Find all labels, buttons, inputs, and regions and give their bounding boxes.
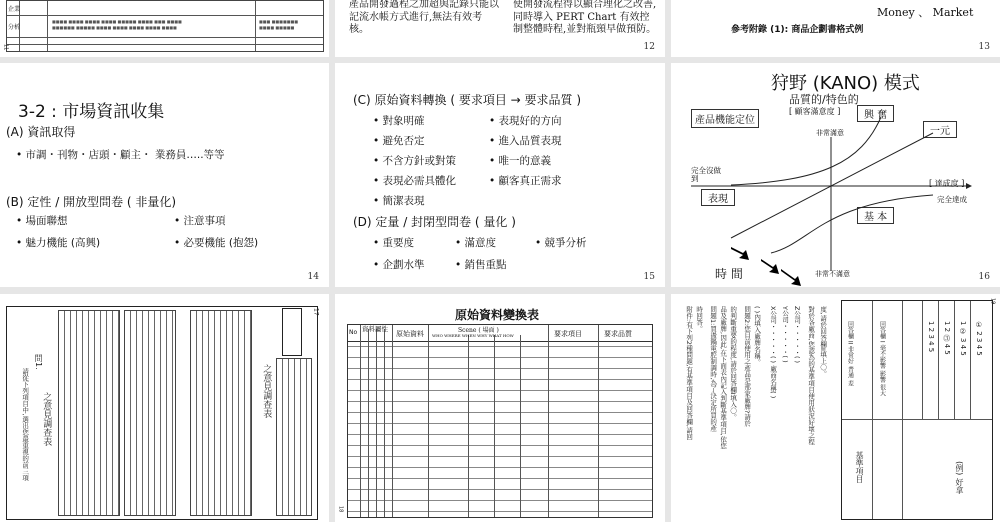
section-a-heading: (A) 資訊取得 [6, 125, 76, 139]
arrow-icon [731, 247, 749, 260]
q-line: 品及廠牌,因此,在下面表內記入判斷基準項目,依您 [719, 306, 728, 449]
slide-12[interactable] [335, 0, 665, 57]
page-number: 17 [312, 308, 320, 316]
table-title: 原始資料變換表 [455, 308, 540, 322]
one-dimensional-box: 一元 [923, 121, 957, 138]
answer-grid-1 [58, 310, 120, 516]
attractive-box: 興 奮 [857, 105, 894, 122]
left-text: 產品開發過程之加超與記錄只能以記流水帳方式進行,無法有效考核。 [349, 0, 499, 35]
section-c-heading: (C) 原始資料轉換 ( 要求項目 → 要求品質 ) [353, 93, 582, 107]
q-line: Y公司・・・・・( ) [781, 306, 790, 363]
list-item: • 企劃水準 [373, 259, 425, 271]
col-attr: 資料屬性 [362, 325, 388, 333]
page-number: 18 [337, 506, 344, 513]
form-title: 之意見調查表 [41, 392, 52, 446]
page-number: 13 [978, 42, 990, 52]
col-quality: 要求品質 [604, 330, 632, 338]
list-item: • 避免否定 [373, 135, 425, 147]
kano-curves [671, 63, 1000, 287]
slide-title: 3-2 : 市場資訊收集 [18, 102, 165, 122]
list-item: • 簡潔表現 [373, 195, 425, 207]
slide-16[interactable] [671, 63, 1000, 287]
page-number: 14 [307, 272, 319, 282]
right-text: 使開發流程得以顯合理化之改善,同時導入 PERT Chart 有效控制整體時程,並對瓶頸早做預防。 [513, 0, 657, 35]
page-number: 12 [643, 42, 655, 52]
arrow-icon [781, 269, 801, 286]
q-line: ( )內填入廠牌名稱。 [753, 306, 762, 366]
conversion-table [347, 324, 653, 518]
very-satisfied-label: 非常滿意 [816, 129, 844, 137]
q-line: 的判斷重要的程度,請於回答欄I填入〇。 [729, 306, 738, 421]
q-line: 度,請於回答欄II填上〇。 [819, 306, 828, 377]
list-item: • 注意事項 [174, 215, 226, 227]
list-item: • 必要機能 (抱怨) [174, 237, 259, 249]
very-unsatisfied-label: 非常不滿意 [815, 270, 850, 278]
answer-grid-3 [190, 310, 252, 516]
q-line: X公司・・・・・( ) 廠商名稱( ) [769, 306, 778, 399]
page-number: 15 [643, 272, 655, 282]
criteria-header: 基準項目 [855, 451, 864, 483]
slide-11[interactable] [0, 0, 329, 57]
q-line: 對於各廠商,您認為的基準項目使用狀況好壞之程 [807, 306, 816, 445]
arrow-icon [761, 259, 779, 274]
form-title-2: 之意見調查表 [261, 364, 272, 418]
incomplete-label: 完全沒做到 [691, 166, 721, 184]
slide-18[interactable] [335, 294, 665, 522]
q-line: 附件:有下列2種問題,有基準項目及回答欄,請回 [685, 306, 694, 440]
page-number: 19 [989, 298, 996, 305]
section-d-heading: (D) 定量 / 封閉型問卷 ( 量化 ) [353, 215, 516, 229]
answer-grid-4 [276, 358, 312, 516]
col-no: No [349, 329, 358, 336]
page-number: 11 [2, 44, 9, 51]
example-item: (例) 好拿 [955, 461, 964, 494]
col-scene: Scene ( 場面 ) [458, 327, 499, 334]
answer-grid-2 [124, 310, 176, 516]
product-position-box: 產品機能定位 [691, 109, 759, 128]
basic-box: 基 本 [857, 207, 894, 224]
form-box [282, 308, 302, 356]
q-label: 問1. [34, 354, 43, 370]
list-item: • 重要度 [373, 237, 415, 249]
list-item: • 不含方針或對策 [373, 155, 457, 167]
subtitle: 品質的/特色的 [789, 93, 859, 106]
list-item: • 市調・刊物・店頭・顧主・ 業務員…..等等 [16, 149, 225, 161]
q-line: 問題1:買盪鍋電腔制調時,為了決定所買的產 [709, 306, 718, 432]
basic-curve [771, 195, 933, 253]
col-item: 要求項目 [554, 330, 582, 338]
rating-table: 回答欄 II 非常好 普通 差 回答欄 I 毫不影響 影響 很大 基準項目 (例) 好拿 1 2 3 4 5 1 2 ⓷ 4 5 1 ② 3 4 5 ① 2 3 4 5 [841, 300, 993, 520]
attractive-curve [731, 117, 881, 185]
appendix-ref: 參考附錄 (1): 商品企劃書格式例 [731, 25, 864, 35]
form-table: 企業 分析 ■■■■ ■■■■ ■■■■ ■■■■ ■■■■■ ■■■■ ■■■ ■■■■ ■■■■■■ ■■■■■ ■■■■ ■■■■ ■■■■ ■■■■ ■■■■ ■■■ ■■■■■■■ ■■■■ ■■■■■ [6, 0, 324, 52]
market-text: Money 、 Market [877, 6, 974, 19]
list-item: • 魅力機能 (高興) [16, 237, 101, 249]
completion-label: [ 達成度 ] [929, 179, 965, 188]
q-text: 請從下列項目中,選出您最重視的前三項 [21, 368, 30, 481]
slide-13[interactable] [671, 0, 1000, 57]
list-item: • 競爭分析 [535, 237, 587, 249]
list-item: • 唯一的意義 [489, 155, 552, 167]
page-number: 16 [978, 272, 990, 282]
slide-17[interactable] [0, 294, 329, 522]
list-item: • 滿意度 [455, 237, 497, 249]
col-scene-sub: WHO WHERE WHEN WHY WHAT HOW [432, 333, 514, 338]
satisfaction-label: [ 顧客滿意度 ] [789, 107, 841, 116]
q-line: 時回答。 [695, 306, 704, 332]
performance-box: 表現 [701, 189, 735, 206]
list-item: • 表現好的方向 [489, 115, 562, 127]
slide-15[interactable] [335, 63, 665, 287]
time-label: 時 間 [715, 267, 743, 281]
complete-label: 完全達成 [937, 195, 967, 204]
slide-19[interactable] [671, 294, 1000, 522]
q-line: Z公司・・・・・( ) [793, 306, 802, 364]
list-item: • 銷售重點 [455, 259, 507, 271]
slide-title: 狩野 (KANO) 模式 [771, 73, 920, 94]
list-item: • 進入品質表現 [489, 135, 562, 147]
list-item: • 顧客真正需求 [489, 175, 562, 187]
section-b-heading: (B) 定性 / 開放型問卷 ( 非量化) [6, 195, 177, 209]
list-item: • 表現必需具體化 [373, 175, 457, 187]
q-line: 問題2:您目前使用之產品是那家廠牌?請於 [743, 306, 752, 427]
list-item: • 對象明確 [373, 115, 425, 127]
slide-14[interactable] [0, 63, 329, 287]
list-item: • 場面聯想 [16, 215, 68, 227]
col-raw: 原始資料 [396, 330, 424, 338]
